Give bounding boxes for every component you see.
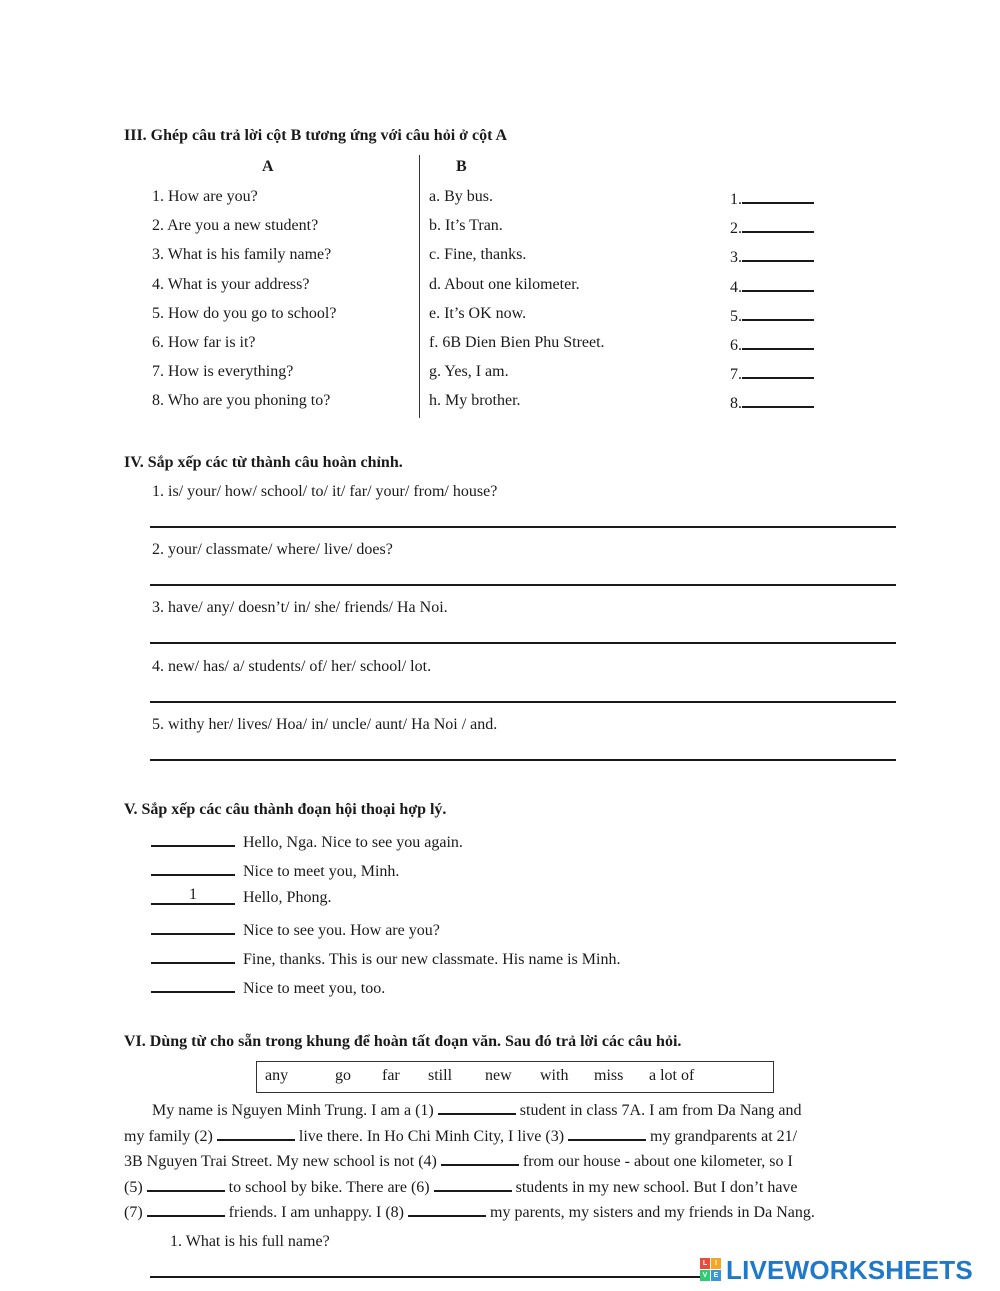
dialogue-text: Hello, Nga. Nice to see you again. (243, 834, 463, 851)
blank-2[interactable] (217, 1127, 295, 1141)
paragraph-text: (5) (124, 1178, 143, 1196)
section6-question-1: 1. What is his full name? (170, 1233, 330, 1250)
dialogue-text: Nice to meet you, Minh. (243, 863, 400, 881)
answer-b-5: e. It’s OK now. (429, 304, 527, 322)
dialogue-order-blank[interactable] (151, 831, 235, 847)
match-answer-blank[interactable] (742, 334, 814, 350)
paragraph-text: live there. In Ho Chi Minh City, I live (3) (298, 1127, 565, 1145)
match-number: 8. (730, 395, 742, 413)
match-answer-blank[interactable] (742, 246, 814, 262)
question-a-7: 7. How is everything? (152, 363, 294, 381)
section4-heading: IV. Sắp xếp các từ thành câu hoàn chỉnh. (124, 454, 403, 471)
paragraph-text: from our house - about one kilometer, so I (522, 1153, 793, 1170)
question-a-8: 8. Who are you phoning to? (152, 392, 331, 410)
logo-badge-letter: L (700, 1258, 710, 1269)
paragraph-text: my parents, my sisters and my friends in Da Nang. (490, 1204, 815, 1221)
paragraph-line (124, 1149, 906, 1175)
scrambled-sentence-3: 3. have/ any/ doesn’t/ in/ she/ friends/ Ha Noi. (152, 599, 448, 617)
dialogue-order-blank[interactable] (151, 860, 235, 876)
scrambled-sentence-5: 5. withy her/ lives/ Hoa/ in/ uncle/ aunt/ Ha Noi / and. (152, 715, 498, 733)
match-answer-slot (730, 305, 814, 326)
match-number: 6. (730, 337, 742, 354)
paragraph-line (124, 1098, 906, 1124)
match-number: 2. (730, 220, 742, 238)
dialogue-text: Nice to meet you, too. (243, 980, 386, 997)
answer-b-6: f. 6B Dien Bien Phu Street. (429, 334, 605, 351)
match-number: 7. (730, 366, 742, 384)
answer-b-1: a. By bus. (429, 188, 493, 205)
word-box-item: any (265, 1067, 289, 1084)
scrambled-sentence-1: 1. is/ your/ how/ school/ to/ it/ far/ your/ from/ house? (152, 483, 498, 500)
match-number: 1. (730, 191, 742, 208)
dialogue-order-blank[interactable] (151, 919, 235, 935)
logo-badge-letter: I (711, 1258, 721, 1269)
match-answer-slot (730, 392, 814, 413)
paragraph-line (124, 1175, 906, 1201)
answer-b-4: d. About one kilometer. (429, 275, 580, 293)
dialogue-order-blank[interactable] (151, 977, 235, 993)
section3-heading: III. Ghép câu trả lời cột B tương ứng với câu hỏi ở cột A (124, 127, 508, 144)
answer-line-1[interactable] (150, 526, 896, 528)
paragraph-text: 3B Nguyen Trai Street. My new school is not (4) (124, 1153, 437, 1170)
match-answer-blank[interactable] (742, 188, 814, 204)
blank-3[interactable] (568, 1127, 646, 1141)
match-answer-slot (730, 246, 814, 267)
blank-5[interactable] (147, 1178, 225, 1192)
dialogue-order-blank[interactable] (151, 948, 235, 964)
logo-badge-letter: V (700, 1270, 710, 1281)
column-a-header: A (262, 158, 274, 175)
section6-heading: VI. Dùng từ cho sẵn trong khung để hoàn tất đoạn văn. Sau đó trả lời các câu hỏi. (124, 1033, 682, 1050)
dialogue-order-blank[interactable] (151, 886, 235, 905)
answer-b-7: g. Yes, I am. (429, 363, 509, 381)
match-answer-slot (730, 276, 814, 297)
dialogue-line (151, 977, 385, 998)
match-answer-slot (730, 188, 814, 209)
logo-badge-letter: E (711, 1270, 721, 1281)
match-answer-blank[interactable] (742, 217, 814, 233)
match-number: 4. (730, 278, 742, 296)
logo-text: LIVEWORKSHEETS (726, 1255, 973, 1285)
match-answer-blank[interactable] (742, 305, 814, 321)
question-a-2: 2. Are you a new student? (152, 217, 319, 235)
answer-line-3[interactable] (150, 642, 896, 644)
blank-8[interactable] (408, 1203, 486, 1217)
dialogue-order-value: 1 (189, 886, 197, 904)
paragraph-text: friends. I am unhappy. I (8) (228, 1204, 405, 1221)
paragraph-text: my grandparents at 21/ (650, 1127, 798, 1145)
match-answer-slot (730, 217, 814, 238)
column-divider (419, 155, 420, 418)
word-box-item: with (540, 1067, 569, 1084)
logo-badge-icon (700, 1258, 722, 1282)
answer-line-5[interactable] (150, 759, 896, 761)
answer-line-4[interactable] (150, 701, 896, 703)
paragraph-text: student in class 7A. I am from Da Nang and (519, 1102, 802, 1119)
word-box (256, 1061, 774, 1093)
match-number: 3. (730, 249, 742, 267)
question-a-4: 4. What is your address? (152, 275, 310, 293)
fill-in-paragraph (124, 1098, 906, 1226)
match-answer-slot (730, 334, 814, 355)
paragraph-text: (7) (124, 1204, 143, 1221)
dialogue-line (151, 886, 332, 907)
blank-1[interactable] (438, 1101, 516, 1115)
question-a-6: 6. How far is it? (152, 334, 256, 351)
question-a-5: 5. How do you go to school? (152, 304, 337, 322)
blank-4[interactable] (441, 1152, 519, 1166)
word-box-item: go (335, 1067, 351, 1084)
match-answer-slot (730, 363, 814, 384)
section5-heading: V. Sắp xếp các câu thành đoạn hội thoại hợp lý. (124, 801, 447, 818)
paragraph-text: students in my new school. But I don’t have (515, 1178, 798, 1196)
answer-line-q1[interactable] (150, 1276, 700, 1278)
answer-b-8: h. My brother. (429, 392, 521, 410)
dialogue-text: Hello, Phong. (243, 889, 332, 907)
word-box-item: a lot of (649, 1067, 695, 1084)
scrambled-sentence-4: 4. new/ has/ a/ students/ of/ her/ school/ lot. (152, 657, 432, 675)
blank-6[interactable] (434, 1178, 512, 1192)
dialogue-line (151, 919, 440, 940)
paragraph-line (124, 1124, 906, 1150)
paragraph-text: my family (2) (124, 1127, 213, 1145)
word-box-item: new (485, 1067, 512, 1084)
column-b-header: B (456, 158, 467, 175)
dialogue-line (151, 831, 463, 852)
scrambled-sentence-2: 2. your/ classmate/ where/ live/ does? (152, 541, 393, 559)
word-box-item: far (382, 1067, 400, 1084)
match-answer-blank[interactable] (742, 276, 814, 292)
match-answer-blank[interactable] (742, 363, 814, 379)
question-a-1: 1. How are you? (152, 188, 258, 205)
match-answer-blank[interactable] (742, 392, 814, 408)
paragraph-text: to school by bike. There are (6) (228, 1178, 430, 1196)
dialogue-text: Fine, thanks. This is our new classmate. His name is Minh. (243, 950, 621, 968)
answer-b-3: c. Fine, thanks. (429, 246, 527, 264)
paragraph-text: My name is Nguyen Minh Trung. I am a (1) (152, 1102, 434, 1119)
dialogue-line (151, 860, 399, 881)
word-box-item: still (428, 1067, 453, 1084)
match-number: 5. (730, 307, 742, 325)
answer-b-2: b. It’s Tran. (429, 217, 503, 235)
word-box-item: miss (594, 1067, 624, 1084)
paragraph-line (124, 1200, 906, 1226)
question-a-3: 3. What is his family name? (152, 246, 332, 264)
answer-line-2[interactable] (150, 584, 896, 586)
dialogue-line (151, 948, 620, 969)
blank-7[interactable] (147, 1203, 225, 1217)
dialogue-text: Nice to see you. How are you? (243, 921, 440, 939)
